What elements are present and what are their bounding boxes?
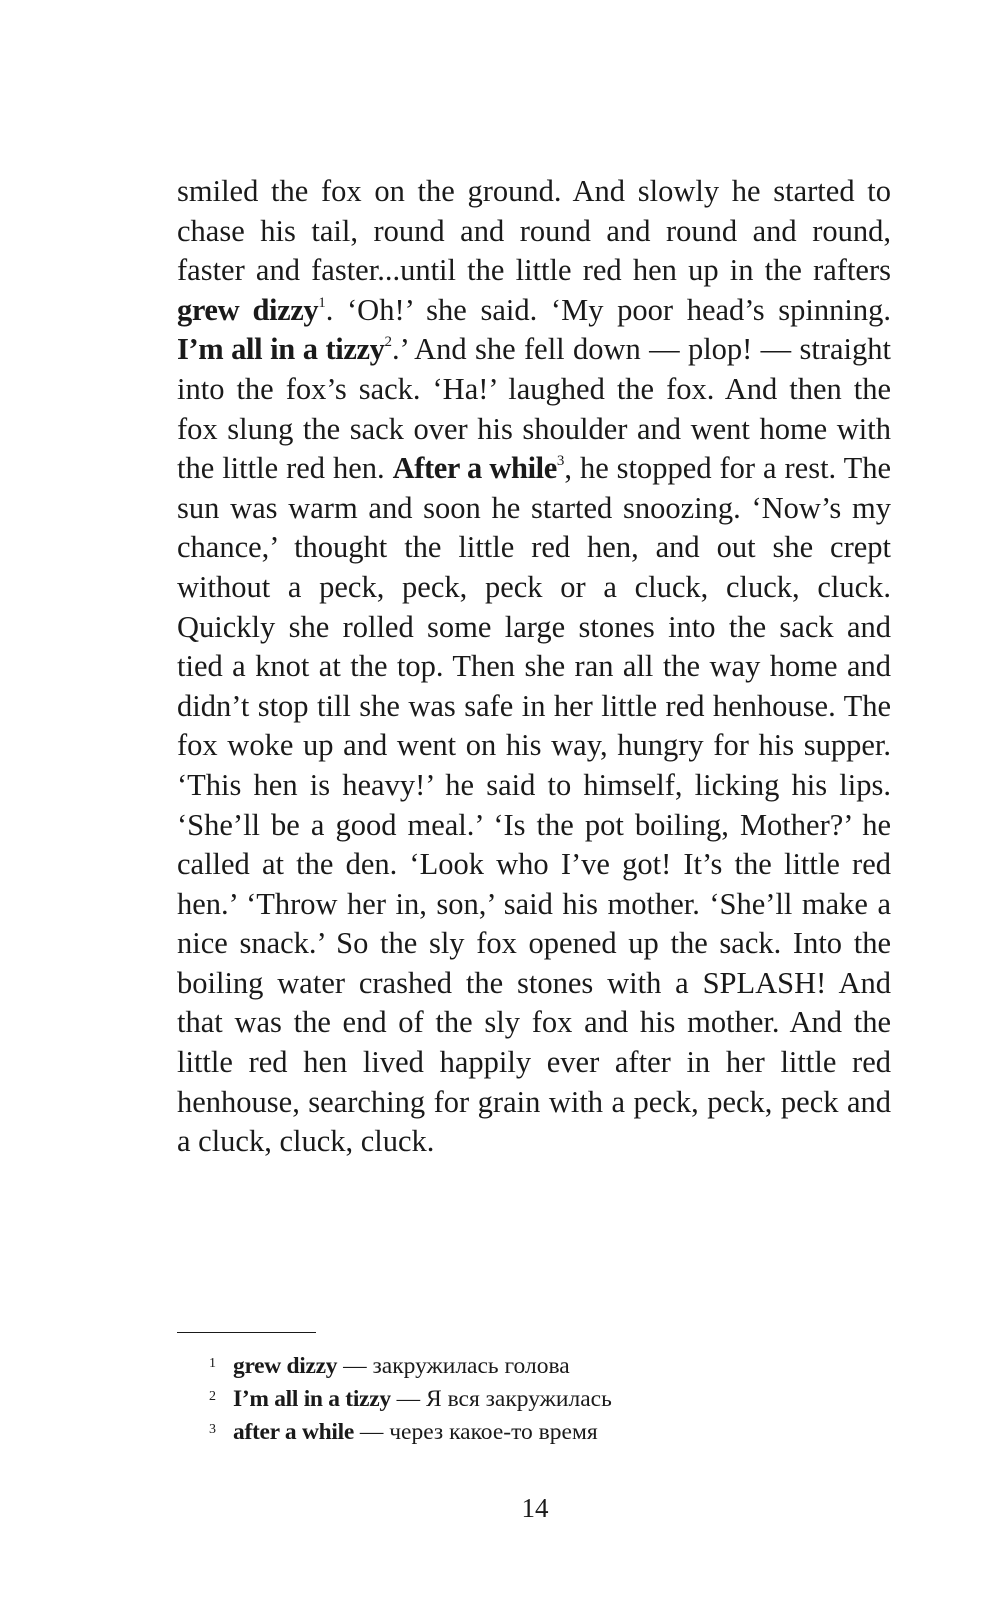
footnote-term: after a while [233,1419,354,1445]
page-number: 14 [521,1493,549,1523]
footnote-term: grew dizzy [233,1353,338,1379]
footnote-item [177,1416,877,1449]
footnote-divider [177,1332,316,1333]
footnote-ref-1: 1 [318,294,326,311]
footnote-number: 1 [209,1356,216,1371]
footnote-translation: через какое-то время [389,1419,598,1445]
text-segment: smiled the fox on the ground. And slowly he started to chase his tail, round and round and round and round, faster and faster...until the little red hen up in the rafters [177,174,891,288]
footnote-term: I’m all in a tizzy [233,1386,391,1412]
glossary-term-grew-dizzy: grew dizzy [177,292,319,327]
footnote-item [177,1350,877,1383]
glossary-term-after-a-while: After a while [392,451,557,486]
footnote-dash: — [353,1419,390,1445]
text-segment: .’ And she fell down — plop! — straight into the fox’s sack. ‘Ha!’ laughed the fox. And then the fox slung the sack over his shoulder and went home with the little red hen. [177,332,891,486]
text-segment: , he stopped for a rest. The sun was warm and soon he started snoozing. ‘Now’s my chance,’ thought the little red hen, and out she crept without a peck, peck, peck or a cluck, cluck, cluck. Quickly she rolled some large stones into the sack and tied a knot at the top. Then she ran all the way home and didn’t stop till she was safe in her little red henhouse. The fox woke up and went on his way, hungry for his supper. ‘This hen is heavy!’ he said to himself, licking his lips. ‘She’ll be a good meal.’ ‘Is the pot boiling, Mother?’ he called at the den. ‘Look who I’ve got! It’s the little red hen.’ ‘Throw her in, son,’ said his mother. ‘She’ll make a nice snack.’ So the sly fox opened up the sack. Into the boiling water crashed the stones with a SPLASH! And that was the end of the sly fox and his mother. And the little red hen lived happily ever after in her little red henhouse, searching for grain with a peck, peck, peck and a cluck, cluck, cluck. [177,451,891,1159]
text-segment: . ‘Oh!’ she said. ‘My poor head’s spinning. [325,292,891,327]
glossary-term-tizzy: I’m all in a tizzy [177,332,385,367]
footnote-translation: закружилась голова [372,1353,570,1379]
footnotes-list [177,1350,877,1449]
footnote-number: 2 [209,1389,216,1404]
footnote-item [177,1383,877,1416]
footnote-translation: Я вся закружилась [426,1386,612,1412]
footnote-ref-3: 3 [556,453,565,469]
story-paragraph [177,172,891,1162]
footnote-dash: — [390,1386,427,1412]
footnote-number: 3 [209,1422,216,1437]
footnote-dash: — [337,1353,373,1379]
footnote-ref-2: 2 [384,334,392,351]
